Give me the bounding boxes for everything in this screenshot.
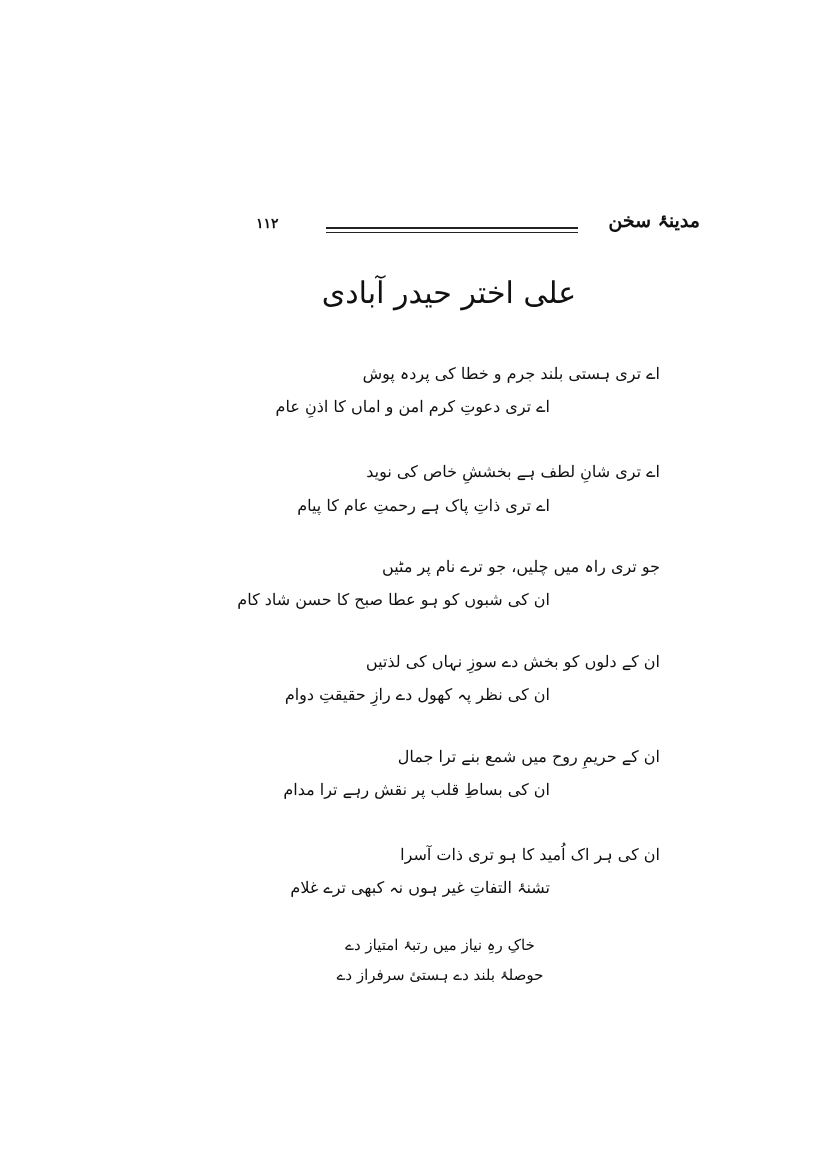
verse-line: تشنۂ التفاتِ غیر ہوں نہ کبھی ترے غلام bbox=[290, 878, 550, 897]
verse-line: ان کی نظر پہ کھول دے رازِ حقیقتِ دوام bbox=[284, 685, 550, 704]
verse-line: ان کے دلوں کو بخش دے سوزِ نہاں کی لذتیں bbox=[365, 652, 660, 671]
page-number: ۱۱۲ bbox=[256, 216, 279, 232]
poet-name bbox=[0, 276, 826, 311]
poet-name-text: علی اختر حیدر آبادی bbox=[321, 276, 577, 311]
journal-name: مدینۂ سخن bbox=[608, 210, 700, 232]
verse-line: ان کی ہر اک اُمید کا ہو تری ذات آسرا bbox=[400, 845, 660, 864]
closing-line-text: خاکِ رہِ نیاز میں رتبۂ امتیاز دے bbox=[345, 936, 535, 954]
verse-line: ان کے حریمِ روح میں شمع بنے ترا جمال bbox=[397, 747, 660, 766]
verse-line: ان کی بساطِ قلب پر نقش رہے ترا مدام bbox=[283, 780, 550, 799]
verse-line: اے تری دعوتِ کرم امن و اماں کا اذنِ عام bbox=[275, 397, 550, 416]
header-rule-thick bbox=[326, 227, 578, 229]
closing-line bbox=[0, 936, 826, 954]
verse-line: اے تری ہستی بلند جرم و خطا کی پردہ پوش bbox=[362, 364, 660, 383]
verse-line: اے تری شانِ لطف ہے بخششِ خاص کی نوید bbox=[366, 462, 660, 481]
closing-line-text: حوصلۂ بلند دے ہستیٔ سرفراز دے bbox=[336, 966, 544, 984]
verse-line: اے تری ذاتِ پاک ہے رحمتِ عام کا پیام bbox=[297, 496, 550, 515]
verse-line: ان کی شبوں کو ہو عطا صبح کا حسن شاد کام bbox=[237, 590, 550, 609]
closing-line bbox=[0, 966, 826, 984]
verse-line: جو تری راہ میں چلیں، جو ترے نام پر مٹیں bbox=[382, 557, 660, 576]
header-rule-thin bbox=[326, 232, 578, 233]
